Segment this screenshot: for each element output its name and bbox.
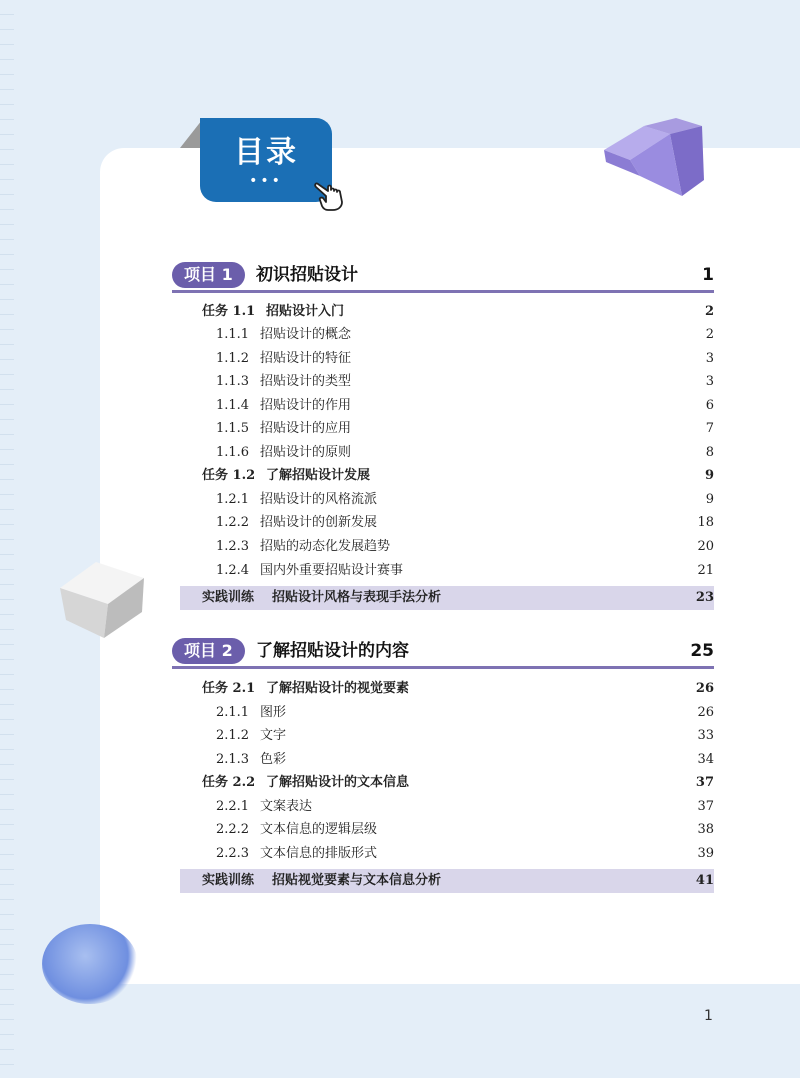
item-number: 2.2.1 bbox=[216, 799, 250, 814]
toc-item-row[interactable] bbox=[180, 701, 714, 725]
toc-task-row[interactable] bbox=[180, 300, 714, 324]
task-label: 了解招贴设计发展 bbox=[266, 468, 371, 483]
title-tab-fold bbox=[180, 120, 202, 148]
toc-item-row[interactable] bbox=[180, 441, 714, 465]
item-label: 文案表达 bbox=[260, 799, 313, 814]
item-label: 招贴设计的原则 bbox=[260, 445, 352, 460]
item-number: 1.1.1 bbox=[216, 327, 250, 342]
page-number: 2 bbox=[705, 327, 714, 342]
item-number: 1.1.3 bbox=[216, 374, 250, 389]
item-label: 招贴设计的类型 bbox=[260, 374, 352, 389]
page-number: 20 bbox=[697, 539, 714, 554]
toc-practice-row[interactable] bbox=[180, 586, 714, 610]
page-number: 9 bbox=[705, 492, 714, 507]
practice-title: 招贴视觉要素与文本信息分析 bbox=[272, 873, 442, 888]
page-number: 3 bbox=[705, 374, 714, 389]
toc-practice-row[interactable] bbox=[180, 869, 714, 893]
page-number: 37 bbox=[697, 799, 714, 814]
section-header-1[interactable] bbox=[172, 262, 714, 293]
item-label: 国内外重要招贴设计赛事 bbox=[260, 563, 404, 578]
toc-task-row[interactable] bbox=[180, 464, 714, 488]
page-number: 3 bbox=[705, 351, 714, 366]
item-label: 色彩 bbox=[260, 752, 287, 767]
item-number: 2.2.2 bbox=[216, 822, 250, 837]
page-number: 23 bbox=[695, 590, 714, 605]
toc-task-row[interactable] bbox=[180, 771, 714, 795]
section-title: 了解招贴设计的内容 bbox=[256, 641, 409, 661]
toc-item-row[interactable] bbox=[180, 724, 714, 748]
page-number: 18 bbox=[697, 515, 714, 530]
item-number: 1.1.2 bbox=[216, 351, 250, 366]
page-number: 26 bbox=[697, 705, 714, 720]
toc-item-row[interactable] bbox=[180, 347, 714, 371]
item-number: 2.1.1 bbox=[216, 705, 250, 720]
gray-cube-decoration bbox=[56, 554, 148, 640]
toc-item-row[interactable] bbox=[180, 748, 714, 772]
toc-item-row[interactable] bbox=[180, 394, 714, 418]
blue-blur-decoration bbox=[42, 924, 138, 1004]
task-label: 了解招贴设计的视觉要素 bbox=[266, 681, 410, 696]
item-label: 招贴设计的特征 bbox=[260, 351, 352, 366]
toc-item-row[interactable] bbox=[180, 370, 714, 394]
item-number: 1.1.5 bbox=[216, 421, 250, 436]
item-number: 1.2.3 bbox=[216, 539, 250, 554]
toc-item-row[interactable] bbox=[180, 818, 714, 842]
toc-item-row[interactable] bbox=[180, 511, 714, 535]
task-label: 了解招贴设计的文本信息 bbox=[266, 775, 410, 790]
task-label: 招贴设计入门 bbox=[266, 304, 345, 319]
task-number: 任务 2.2 bbox=[202, 775, 256, 790]
toc-item-row[interactable] bbox=[180, 795, 714, 819]
background-grid-lines bbox=[0, 0, 14, 1078]
page-number: 8 bbox=[705, 445, 714, 460]
section-badge: 项目 1 bbox=[172, 262, 245, 288]
practice-label: 实践训练 bbox=[202, 590, 255, 605]
task-number: 任务 1.2 bbox=[202, 468, 256, 483]
item-number: 1.1.6 bbox=[216, 445, 250, 460]
page-number: 34 bbox=[697, 752, 714, 767]
page-number: 26 bbox=[695, 681, 714, 696]
toc-task-row[interactable] bbox=[180, 677, 714, 701]
section-page-number: 1 bbox=[702, 265, 714, 285]
page-number: 21 bbox=[697, 563, 714, 578]
purple-cube-decoration bbox=[600, 116, 710, 200]
page-number: 38 bbox=[697, 822, 714, 837]
item-label: 文字 bbox=[260, 728, 287, 743]
item-number: 2.2.3 bbox=[216, 846, 250, 861]
section-header-2[interactable] bbox=[172, 638, 714, 669]
toc-item-row[interactable] bbox=[180, 323, 714, 347]
toc-item-row[interactable] bbox=[180, 488, 714, 512]
section-title: 初识招贴设计 bbox=[256, 265, 358, 285]
item-label: 招贴设计的应用 bbox=[260, 421, 352, 436]
item-label: 图形 bbox=[260, 705, 287, 720]
practice-title: 招贴设计风格与表现手法分析 bbox=[272, 590, 442, 605]
item-number: 2.1.3 bbox=[216, 752, 250, 767]
item-number: 1.1.4 bbox=[216, 398, 250, 413]
item-label: 招贴设计的风格流派 bbox=[260, 492, 378, 507]
page-number: 41 bbox=[695, 873, 714, 888]
item-label: 招贴设计的作用 bbox=[260, 398, 352, 413]
page-number: 7 bbox=[705, 421, 714, 436]
task-number: 任务 2.1 bbox=[202, 681, 256, 696]
task-number: 任务 1.1 bbox=[202, 304, 256, 319]
toc-item-row[interactable] bbox=[180, 417, 714, 441]
item-label: 文本信息的逻辑层级 bbox=[260, 822, 378, 837]
page-number: 33 bbox=[697, 728, 714, 743]
page-number: 2 bbox=[704, 304, 714, 319]
item-number: 2.1.2 bbox=[216, 728, 250, 743]
pointing-hand-icon bbox=[312, 176, 350, 212]
page-number: 39 bbox=[697, 846, 714, 861]
item-label: 招贴的动态化发展趋势 bbox=[260, 539, 391, 554]
section-badge: 项目 2 bbox=[172, 638, 245, 664]
toc-item-row[interactable] bbox=[180, 559, 714, 583]
item-label: 文本信息的排版形式 bbox=[260, 846, 378, 861]
footer-page-number: 1 bbox=[704, 1008, 713, 1024]
toc-item-row[interactable] bbox=[180, 535, 714, 559]
title-dots: ••• bbox=[249, 173, 283, 189]
page-number: 6 bbox=[705, 398, 714, 413]
page-title: 目录 bbox=[234, 135, 298, 170]
page-number: 37 bbox=[695, 775, 714, 790]
page-number: 9 bbox=[704, 468, 714, 483]
item-number: 1.2.2 bbox=[216, 515, 250, 530]
item-label: 招贴设计的概念 bbox=[260, 327, 352, 342]
item-label: 招贴设计的创新发展 bbox=[260, 515, 378, 530]
item-number: 1.2.4 bbox=[216, 563, 250, 578]
practice-label: 实践训练 bbox=[202, 873, 255, 888]
item-number: 1.2.1 bbox=[216, 492, 250, 507]
section-page-number: 25 bbox=[690, 641, 714, 661]
toc-item-row[interactable] bbox=[180, 842, 714, 866]
